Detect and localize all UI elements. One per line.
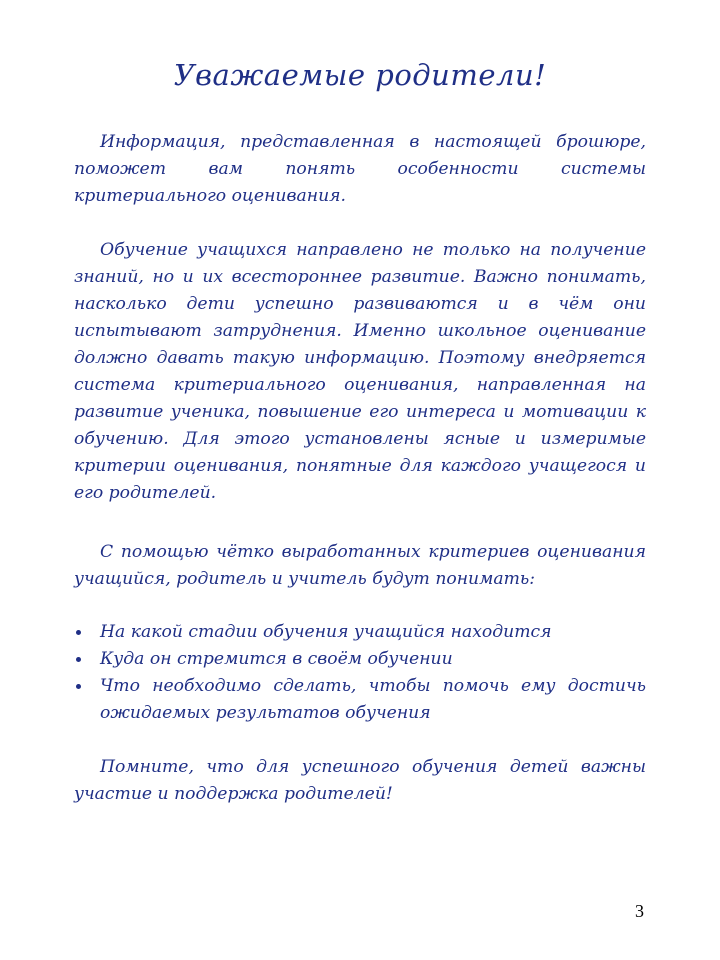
list-item-text: Куда он стремится в своём обучении xyxy=(100,649,453,669)
page-number: 3 xyxy=(635,901,644,921)
list-item-text: Что необходимо сделать, чтобы помочь ему достичь ожидаемых результатов обучения xyxy=(100,676,646,723)
list-item xyxy=(74,619,646,646)
paragraph-intro: Информация, представленная в настоящей брошюре, поможет вам понять особенности системы критериального оценивания. xyxy=(74,132,646,206)
bullet-icon xyxy=(76,657,81,662)
list-item xyxy=(74,673,646,727)
bullet-icon xyxy=(76,630,81,635)
paragraph-closing: Помните, что для успешного обучения детей важны участие и поддержка родителей! xyxy=(74,757,646,804)
list-item xyxy=(74,646,646,673)
paragraph-main: Обучение учащихся направлено не только на получение знаний, но и их всестороннее развитие. Важно понимать, насколько дети успешно развиваются и в чём они испытывают затруднения. Именно школьное оценивание должно давать такую информацию. Поэтому внедряется система критериального оценивания, направленная на развитие ученика, повышение его интереса и мотивации к обучению. Для этого установлены ясные и измеримые критерии оценивания, понятные для каждого учащегося и его родителей. xyxy=(74,240,646,503)
bullet-icon xyxy=(76,684,81,689)
paragraph-criteria: С помощью чётко выработанных критериев оценивания учащийся, родитель и учитель будут понимать: xyxy=(74,542,646,589)
page-title: Уважаемые родители! xyxy=(173,58,547,92)
bullet-list xyxy=(74,619,646,727)
list-item-text: На какой стадии обучения учащийся находится xyxy=(100,622,552,642)
